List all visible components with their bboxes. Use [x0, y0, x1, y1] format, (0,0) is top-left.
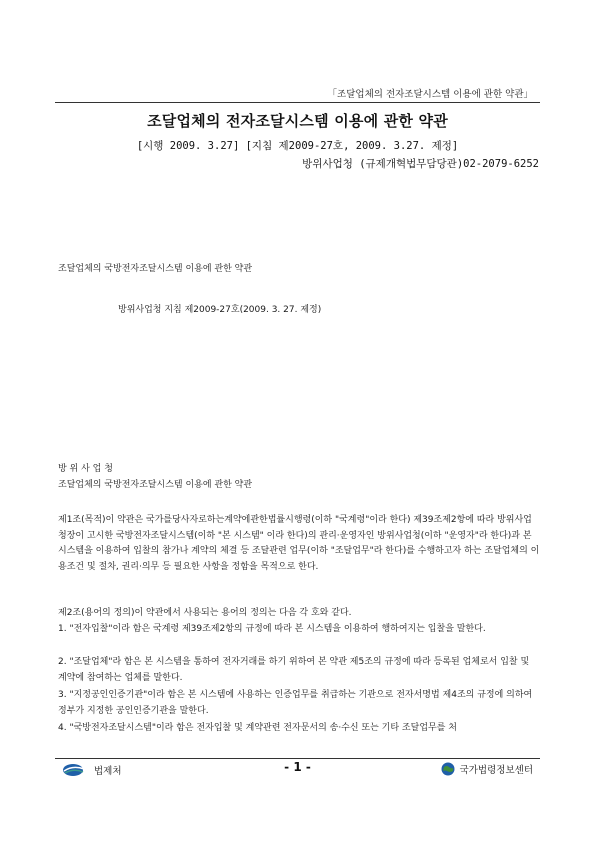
- footer-right: [441, 762, 533, 776]
- article-2-item-2: 2. "조달업체"라 함은 본 시스템을 통하여 전자거래를 하기 위하여 본 약관 제5조의 규정에 따라 등록된 업체로서 입찰 및 계약에 참여하는 업체를 말한다.: [58, 657, 530, 683]
- document-title: 조달업체의 전자조달시스템 이용에 관한 약관: [147, 112, 448, 130]
- footer-left-label: 법제처: [94, 766, 122, 777]
- article-2-item-4: 4. "국방전자조달시스템"이라 함은 전자입찰 및 계약관련 전자문서의 송·수신 또는 기타 조달업무를 처: [58, 723, 457, 733]
- directive-line: 방위사업청 지침 제2009-27호(2009. 3. 27. 제정): [118, 305, 322, 315]
- article-1: 제1조(목적)이 약관은 국가를당사자로하는계약에관한법률시행령(이하 "국계령"이라 한다) 제39조제2항에 따라 방위사업청장이 고시한 국방전자조달시스템(이하 "본 시스템" 이라 한다)의 관리·운영자인 방위사업청(이하 "운영자"라 한다)과 본 시스템을 이용하여 입찰의 참가나 계약의 체결 등 조달관련 업무(이하 "조달업무"라 한다)를 수행하고자 하는 조달업체의 이용조건 및 절차, 권리·의무 등 필요한 사항을 정함을 목적으로 한다.: [58, 515, 540, 572]
- agency-contact: 방위사업청 (규제개혁법무담당관)02-2079-6252: [302, 158, 539, 170]
- header-doc-tag: 「조달업체의 전자조달시스템 이용에 관한 약관」: [327, 89, 533, 100]
- globe-logo-icon: [441, 762, 455, 776]
- footer-divider: [55, 758, 540, 759]
- agency-line: 방 위 사 업 청: [58, 464, 113, 474]
- header-divider: [55, 102, 540, 103]
- body-subtitle-line: 조달업체의 국방전자조달시스템 이용에 관한 약관: [58, 480, 253, 490]
- body-title-line: 조달업체의 국방전자조달시스템 이용에 관한 약관: [58, 264, 253, 274]
- article-2-item-1: 1. "전자입찰"이라 함은 국계령 제39조제2항의 규정에 따라 본 시스템을 이용하여 행하여지는 입찰을 말한다.: [58, 624, 486, 634]
- enforcement-info: [시행 2009. 3.27] [지침 제2009-27호, 2009. 3.27. 제정]: [136, 140, 459, 152]
- article-2-item-3: 3. "지정공인인증기관"이라 함은 본 시스템에 사용하는 인증업무를 취급하는 기관으로 전자서명법 제4조의 규정에 의하여 정부가 지정한 공인인증기관을 말한다.: [58, 690, 533, 716]
- article-2-heading: 제2조(용어의 정의)이 약관에서 사용되는 용어의 정의는 다음 각 호와 같다.: [58, 608, 352, 618]
- page-number: - 1 -: [284, 760, 311, 774]
- footer-right-label: 국가법령정보센터: [459, 765, 533, 776]
